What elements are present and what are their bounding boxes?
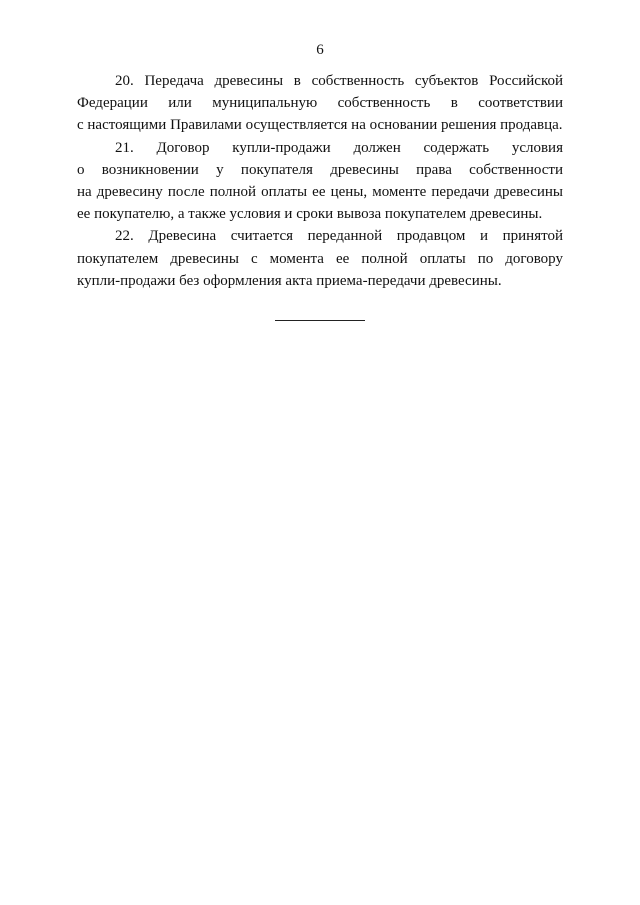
- paragraph-21: [77, 137, 563, 226]
- paragraph-line: ее покупателю, а также условия и сроки вывоза покупателем древесины.: [77, 206, 543, 223]
- paragraph-line: о возникновении у покупателя древесины права собственности: [77, 161, 563, 178]
- page-number: 6: [316, 42, 324, 58]
- paragraph-line: 20. Передача древесины в собственность субъектов Российской: [115, 73, 563, 89]
- paragraph-line: Федерации или муниципальную собственность в соответствии: [77, 95, 563, 112]
- end-separator-line: [275, 320, 365, 321]
- paragraph-line: покупателем древесины с момента ее полной оплаты по договору: [77, 250, 563, 267]
- paragraph-line: купли-продажи без оформления акта приема-передачи древесины.: [77, 272, 502, 289]
- document-body: [77, 70, 563, 292]
- paragraph-line: с настоящими Правилами осуществляется на основании решения продавца.: [77, 117, 563, 134]
- paragraph-line: на древесину после полной оплаты ее цены, моменте передачи древесины: [77, 183, 563, 200]
- paragraph-line: 22. Древесина считается переданной продавцом и принятой: [115, 228, 563, 245]
- paragraph-20: [77, 70, 563, 137]
- paragraph-22: [77, 225, 563, 292]
- paragraph-line: 21. Договор купли-продажи должен содержать условия: [115, 139, 563, 156]
